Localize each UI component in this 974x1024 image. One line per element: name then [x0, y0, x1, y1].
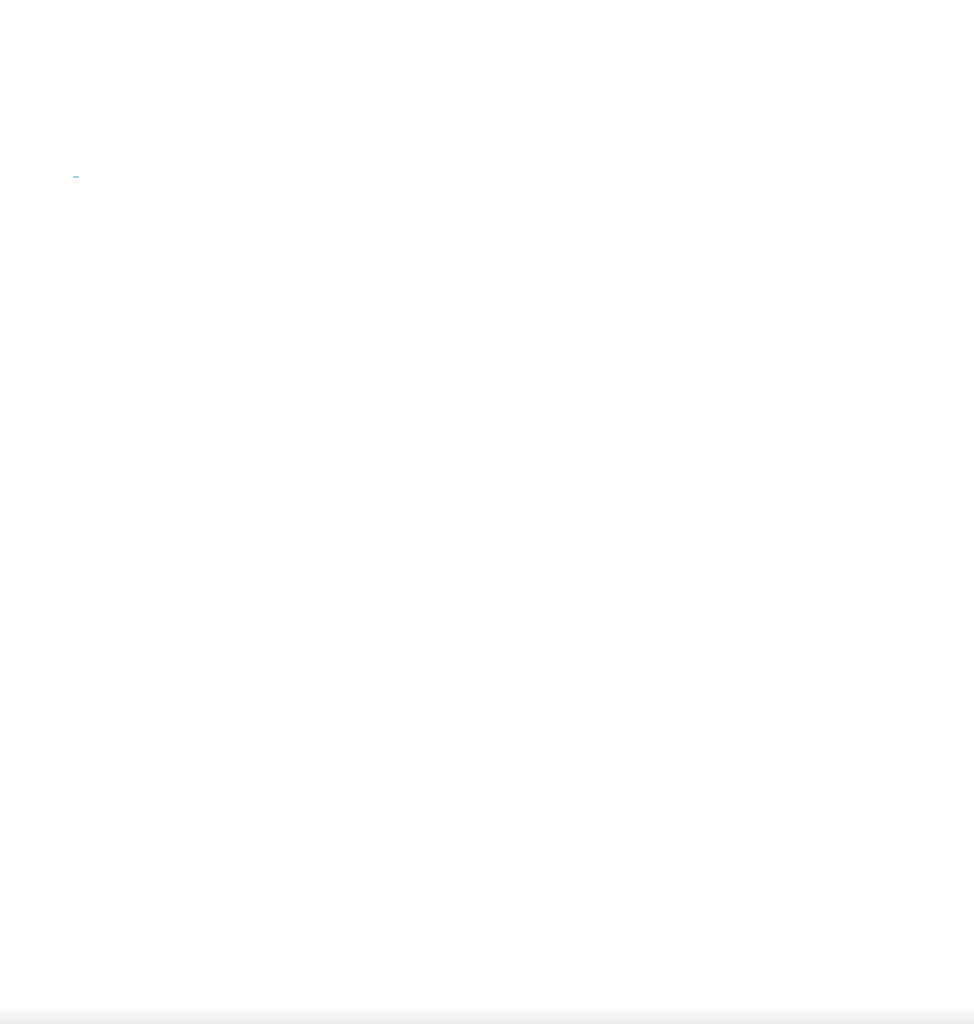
- chomp-url-link[interactable]: [73, 176, 79, 178]
- game-b-position: [796, 870, 848, 916]
- grundy-table: [33, 251, 933, 471]
- game-c-position: [215, 917, 267, 963]
- game-a-position: [604, 870, 656, 916]
- page-edge-shadow: [0, 1006, 974, 1024]
